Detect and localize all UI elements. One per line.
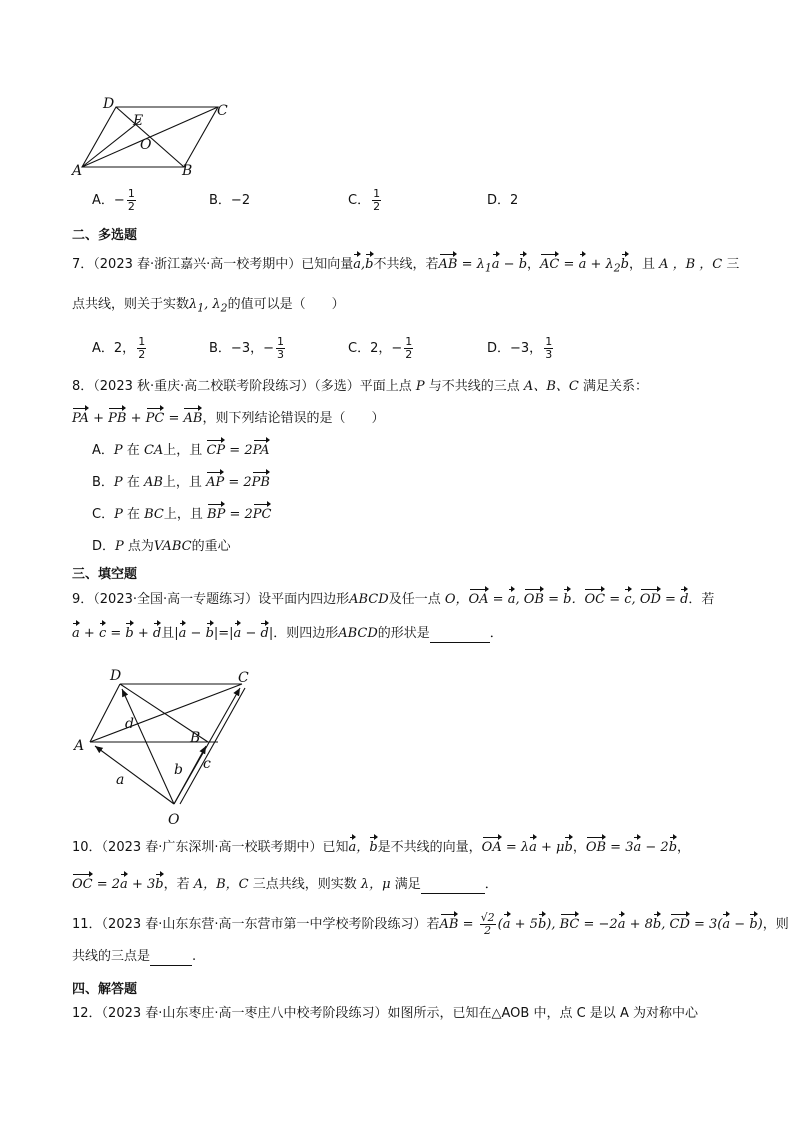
q8-line1: 8．（2023 秋·重庆·高二校联考阶段练习）（多选）平面上点 P 与不共线的三点 A、B、C 满足关系： (72, 379, 648, 394)
q7-option-d: D．−3， $\frac{1}{3}$ (487, 335, 553, 361)
fig2-label-a: a (116, 772, 125, 788)
q7-option-c: C．2，− $\frac{1}{2}$ (348, 335, 413, 361)
q9-line1: 9．（2023·全国·高一专题练习）设平面内四边形ABCD及任一点 O，OA = a, OB = b．OC = c, OD = d．若 (72, 592, 715, 607)
fig2-label-D: D (110, 668, 122, 684)
q11-answer-blank[interactable] (150, 965, 192, 966)
parallelogram-figure (70, 95, 240, 180)
fig2-label-C: C (238, 670, 249, 686)
q7-option-a: A．2， $\frac{1}{2}$ (92, 335, 146, 361)
section-answer: 四、解答题 (72, 982, 138, 997)
q6-option-c: C． $\frac{1}{2}$ (348, 187, 381, 213)
section-fill-in: 三、填空题 (72, 567, 138, 582)
q6-option-a: A．− $\frac{1}{2}$ (92, 187, 135, 213)
q8-line2: PA + PB + PC = AB，则下列结论错误的是（ ） (72, 411, 385, 426)
fig1-label-E: E (133, 113, 144, 129)
fig1-label-B: B (182, 163, 193, 179)
vector-quadrilateral-figure (70, 662, 260, 830)
fig1-label-C: C (217, 103, 228, 119)
q10-answer-blank[interactable] (421, 893, 485, 894)
q7-option-b: B．−3，− $\frac{1}{3}$ (209, 335, 284, 361)
q6-option-d: D．2 (487, 193, 519, 208)
q8-option-a: A．P 在 CA上，且 CP = 2PA (92, 443, 270, 458)
q10-line2: OC = 2a + 3b，若 A，B，C 三点共线，则实数 λ，μ 满足 ． (72, 877, 498, 892)
fig2-label-O: O (168, 812, 180, 828)
section-multi-choice: 二、多选题 (72, 228, 138, 243)
q8-option-b: B．P 在 AB上，且 AP = 2PB (92, 475, 270, 490)
q7-line2: 点共线，则关于实数$\lambda_1$, $\lambda_2$的值可以是（ ） (72, 297, 345, 315)
q11-line2: 共线的三点是 . (72, 949, 197, 964)
q9-line2: a + c = b + d且|a − b|=|a − d|．则四边形ABCD的形状是 ． (72, 626, 503, 641)
fig1-label-D: D (103, 96, 115, 112)
fig2-label-d: d (125, 716, 134, 732)
q8-option-d: D．P 点为VABC的重心 (92, 539, 231, 554)
q7-line1: 7．（2023 春·浙江嘉兴·高一校考期中）已知向量a,b不共线，若AB = $\lambda_1a - b$，AC = $a + \lambda_2b$，且 A ，B ，C 三 (72, 257, 740, 275)
q11-line1: 11．（2023 春·山东东营·高一东营市第一中学校考阶段练习）若AB = $\frac{√2}{2}$ (a + 5b), BC = −2a + 8b, CD = 3(a − b)，则 (72, 911, 789, 937)
fig2-label-B: B (190, 730, 201, 746)
fig2-label-c: c (203, 756, 211, 772)
fig2-label-b: b (174, 762, 183, 778)
fig1-label-O: O (140, 137, 152, 153)
q12-line1: 12．（2023 春·山东枣庄·高一枣庄八中校考阶段练习）如图所示，已知在△AOB 中，点 C 是以 A 为对称中心 (72, 1006, 698, 1021)
q10-line1: 10．（2023 春·广东深圳·高一校联考期中）已知a，b是不共线的向量，OA = λa + μb，OB = 3a − 2b， (72, 840, 691, 855)
fig2-label-A: A (74, 738, 85, 754)
q6-option-b: B．−2 (209, 193, 251, 208)
q8-option-c: C．P 在 BC上，且 BP = 2PC (92, 507, 272, 522)
fig1-label-A: A (72, 163, 83, 179)
q9-answer-blank[interactable] (430, 642, 490, 643)
